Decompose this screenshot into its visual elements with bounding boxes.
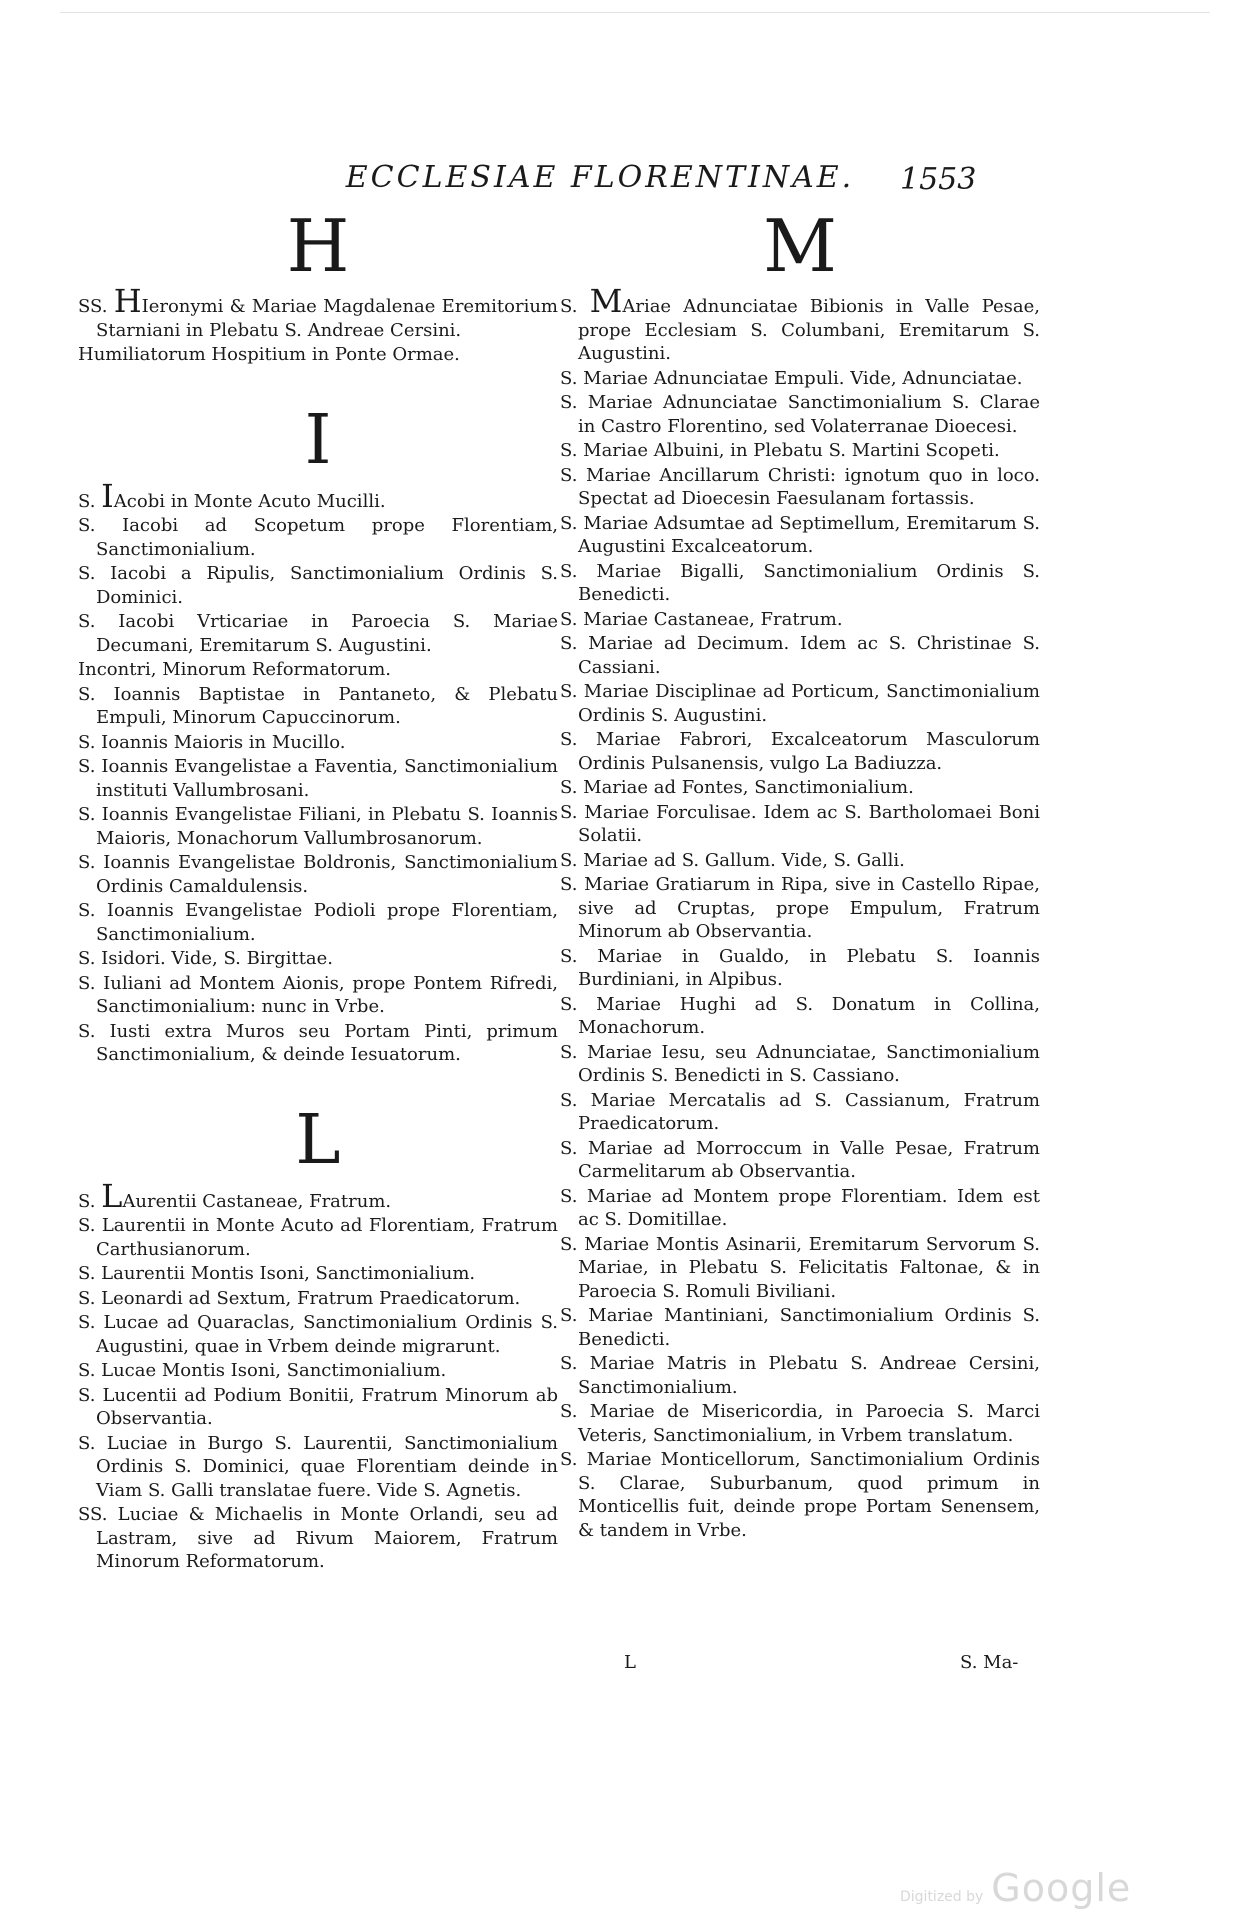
index-entry	[78, 1287, 558, 1311]
entry-prefix: SS.	[78, 296, 114, 317]
entry-text: S. Mariae Fabrori, Excalceatorum Masculorum Ordinis Pulsanensis, vulgo La Badiuzza.	[560, 729, 1040, 774]
running-head: ECCLESIAE FLORENTINAE.	[345, 160, 855, 195]
entry-text: S. Lucae Montis Isoni, Sanctimonialium.	[78, 1360, 447, 1381]
entry-text: S. Ioannis Evangelistae Boldronis, Sanctimonialium Ordinis Camaldulensis.	[78, 852, 558, 897]
entry-text: S. Iusti extra Muros seu Portam Pinti, primum Sanctimonialium, & deinde Iesuatorum.	[78, 1020, 558, 1065]
entry-text: Acobi in Monte Acuto Mucilli.	[113, 490, 386, 512]
entry-text: S. Laurentii in Monte Acuto ad Florentiam, Fratrum Carthusianorum.	[78, 1215, 558, 1260]
entry-text: S. Mariae Gratiarum in Ripa, sive in Castello Ripae, sive ad Cruptas, prope Empulum, Fratrum Minorum ab Observantia.	[560, 874, 1040, 942]
index-entry	[78, 1214, 558, 1261]
entry-text: S. Iacobi Vrticariae in Paroecia S. Mariae Decumani, Eremitarum S. Augustini.	[78, 611, 558, 656]
entry-text: S. Mariae Monticellorum, Sanctimonialium Ordinis S. Clarae, Suburbanum, quod primum in Monticellis fuit, deinde prope Portam Senensem, & tandem in Vrbe.	[560, 1449, 1040, 1541]
index-entry	[560, 993, 1040, 1040]
entry-text: S. Mariae ad Fontes, Sanctimonialium.	[560, 777, 914, 798]
entry-text: S. Mariae Forculisae. Idem ac S. Bartholomaei Boni Solatii.	[560, 801, 1040, 846]
index-entry	[560, 776, 1040, 800]
entry-text: S. Mariae ad Morroccum in Valle Pesae, Fratrum Carmelitarum ab Observantia.	[560, 1137, 1040, 1182]
entry-text: S. Mariae in Gualdo, in Plebatu S. Ioannis Burdiniani, in Alpibus.	[560, 945, 1040, 990]
entry-text: S. Mariae Castaneae, Fratrum.	[560, 608, 843, 630]
catchword: S. Ma-	[960, 1652, 1019, 1673]
entry-text: S. Leonardi ad Sextum, Fratrum Praedicatorum.	[78, 1287, 521, 1309]
index-entry	[560, 873, 1040, 944]
signature-mark: L	[624, 1652, 636, 1673]
left-column	[78, 204, 558, 1575]
entry-text: S. Mariae ad Decimum. Idem ac S. Christinae S. Cassiani.	[560, 633, 1040, 678]
entry-text: S. Mariae Albuini, in Plebatu S. Martini Scopeti.	[560, 440, 1000, 461]
entry-text: S. Iacobi ad Scopetum prope Florentiam, Sanctimonialium.	[78, 515, 558, 560]
section-letter-m: M	[763, 204, 837, 288]
entry-text: S. Iuliani ad Montem Aionis, prope Pontem Rifredi, Sanctimonialium: nunc in Vrbe.	[78, 972, 558, 1017]
entry-text: S. Ioannis Evangelistae Filiani, in Plebatu S. Ioannis Maioris, Monachorum Vallumbrosanorum.	[78, 804, 558, 849]
entry-text: S. Iacobi a Ripulis, Sanctimonialium Ordinis S. Dominici.	[78, 563, 558, 608]
entry-text: S. Mariae Adnunciatae Empuli. Vide, Adnunciatae.	[560, 367, 1023, 389]
entry-prefix: S.	[78, 490, 102, 512]
entry-initial: I	[101, 476, 114, 515]
index-entry	[560, 849, 1040, 873]
entry-text: S. Mariae ad Montem prope Florentiam. Idem est ac S. Domitillae.	[560, 1185, 1040, 1230]
index-entry	[78, 1503, 558, 1574]
entry-text: S. Mariae Hughi ad S. Donatum in Collina, Monachorum.	[560, 993, 1040, 1038]
index-entry	[78, 731, 558, 755]
watermark-logo: Google	[991, 1866, 1132, 1910]
index-entry	[560, 1304, 1040, 1351]
index-entry	[560, 282, 1040, 366]
index-entry	[78, 1359, 558, 1383]
index-entry	[560, 608, 1040, 632]
entry-text: S. Ioannis Baptistae in Pantaneto, & Plebatu Empuli, Minorum Capuccinorum.	[78, 683, 558, 728]
index-entry	[78, 282, 558, 342]
entry-text: S. Mariae Montis Asinarii, Eremitarum Servorum S. Mariae, in Plebatu S. Felicitatis Faltonae, & in Paroecia S. Romuli Biviliani.	[560, 1233, 1040, 1302]
index-entry	[560, 728, 1040, 775]
index-entry	[78, 1384, 558, 1431]
index-entry	[560, 680, 1040, 727]
page-number: 1553	[900, 162, 977, 197]
index-entry	[560, 945, 1040, 992]
index-entry	[78, 658, 558, 682]
entry-text: S. Laurentii Montis Isoni, Sanctimonialium.	[78, 1263, 476, 1284]
entry-text: Humiliatorum Hospitium in Ponte Ormae.	[78, 344, 460, 365]
index-entry	[560, 801, 1040, 848]
index-entry	[560, 1352, 1040, 1399]
index-entry	[560, 512, 1040, 559]
index-entry	[560, 560, 1040, 607]
entry-text: Ariae Adnunciatae Bibionis in Valle Pesae, prope Ecclesiam S. Columbani, Eremitarum S. Augustini.	[578, 296, 1040, 364]
entry-text: Incontri, Minorum Reformatorum.	[78, 659, 392, 680]
index-entry	[560, 1137, 1040, 1184]
index-entry	[78, 1262, 558, 1286]
entry-prefix: S.	[78, 1190, 102, 1212]
index-entry	[560, 1233, 1040, 1304]
right-column	[560, 204, 1040, 1543]
index-entry	[560, 464, 1040, 511]
entry-text: S. Isidori. Vide, S. Birgittae.	[78, 948, 334, 969]
entry-initial: M	[589, 282, 623, 320]
index-entry	[560, 439, 1040, 463]
entry-text: S. Mariae Iesu, seu Adnunciatae, Sanctimonialium Ordinis S. Benedicti in S. Cassiano.	[560, 1041, 1040, 1086]
index-entry	[560, 1448, 1040, 1542]
index-entry	[560, 367, 1040, 391]
entry-text: SS. Luciae & Michaelis in Monte Orlandi, seu ad Lastram, sive ad Rivum Maiorem, Fratrum Minorum Reformatorum.	[78, 1504, 558, 1572]
index-entry	[78, 851, 558, 898]
section-letter-h: H	[286, 204, 350, 288]
index-entry	[78, 755, 558, 802]
entry-text: S. Mariae Mercatalis ad S. Cassianum, Fratrum Praedicatorum.	[560, 1089, 1040, 1134]
scan-edge-line	[60, 12, 1210, 13]
entry-text: S. Mariae Adsumtae ad Septimellum, Eremitarum S. Augustini Excalceatorum.	[560, 512, 1040, 557]
entry-text: S. Lucae ad Quaraclas, Sanctimonialium Ordinis S. Augustini, quae in Vrbem deinde migrarunt.	[78, 1312, 558, 1357]
entry-initial: H	[113, 282, 142, 320]
index-entry	[560, 1185, 1040, 1232]
index-entry	[78, 803, 558, 850]
watermark-prefix: Digitized by	[900, 1889, 984, 1905]
index-entry	[78, 610, 558, 657]
digitized-watermark	[900, 1866, 1131, 1910]
index-entry	[78, 1020, 558, 1067]
entry-text: S. Lucentii ad Podium Bonitii, Fratrum Minorum ab Observantia.	[78, 1384, 558, 1429]
entry-text: S. Mariae Ancillarum Christi: ignotum quo in loco. Spectat ad Dioecesin Faesulanam fortassis.	[560, 464, 1040, 509]
entry-text: S. Mariae Adnunciatae Sanctimonialium S. Clarae in Castro Florentino, sed Volaterranae Dioecesi.	[560, 392, 1040, 437]
index-entry	[78, 1176, 558, 1215]
index-entry	[78, 562, 558, 609]
entry-text: S. Mariae Matris in Plebatu S. Andreae Cersini, Sanctimonialium.	[560, 1353, 1040, 1398]
entry-text: Aurentii Castaneae, Fratrum.	[122, 1190, 392, 1212]
section-letter-i: I	[304, 400, 332, 480]
index-entry	[78, 1311, 558, 1358]
index-entry	[78, 899, 558, 946]
index-entry	[78, 1432, 558, 1503]
entry-text: S. Luciae in Burgo S. Laurentii, Sanctimonialium Ordinis S. Dominici, quae Florentiam deinde in Viam S. Galli translatae fuere. Vide S. Agnetis.	[78, 1432, 558, 1501]
entry-text: S. Mariae Disciplinae ad Porticum, Sanctimonialium Ordinis S. Augustini.	[560, 681, 1040, 726]
index-entry	[560, 632, 1040, 679]
entry-text: S. Mariae ad S. Gallum. Vide, S. Galli.	[560, 849, 905, 871]
entry-text: S. Mariae Bigalli, Sanctimonialium Ordinis S. Benedicti.	[560, 560, 1040, 605]
index-entry	[560, 1089, 1040, 1136]
index-entry	[560, 1400, 1040, 1447]
entry-text: S. Mariae de Misericordia, in Paroecia S. Marci Veteris, Sanctimonialium, in Vrbem translatum.	[560, 1401, 1040, 1446]
index-entry	[78, 972, 558, 1019]
entry-text: S. Ioannis Evangelistae a Faventia, Sanctimonialium instituti Vallumbrosani.	[78, 756, 558, 801]
index-entry	[560, 1041, 1040, 1088]
section-letter-l: L	[295, 1100, 341, 1180]
index-entry	[78, 947, 558, 971]
entry-initial: L	[101, 1176, 123, 1215]
index-entry	[78, 514, 558, 561]
entry-text: S. Ioannis Maioris in Mucillo.	[78, 731, 346, 753]
entry-text: Ieronymi & Mariae Magdalenae Eremitorium Starniani in Plebatu S. Andreae Cersini.	[96, 296, 558, 341]
index-entry	[78, 476, 558, 515]
index-entry	[560, 391, 1040, 438]
entry-prefix: S.	[560, 296, 590, 317]
index-entry	[78, 343, 558, 367]
entry-text: S. Ioannis Evangelistae Podioli prope Florentiam, Sanctimonialium.	[78, 900, 558, 945]
entry-text: S. Mariae Mantiniani, Sanctimonialium Ordinis S. Benedicti.	[560, 1305, 1040, 1350]
index-entry	[78, 683, 558, 730]
